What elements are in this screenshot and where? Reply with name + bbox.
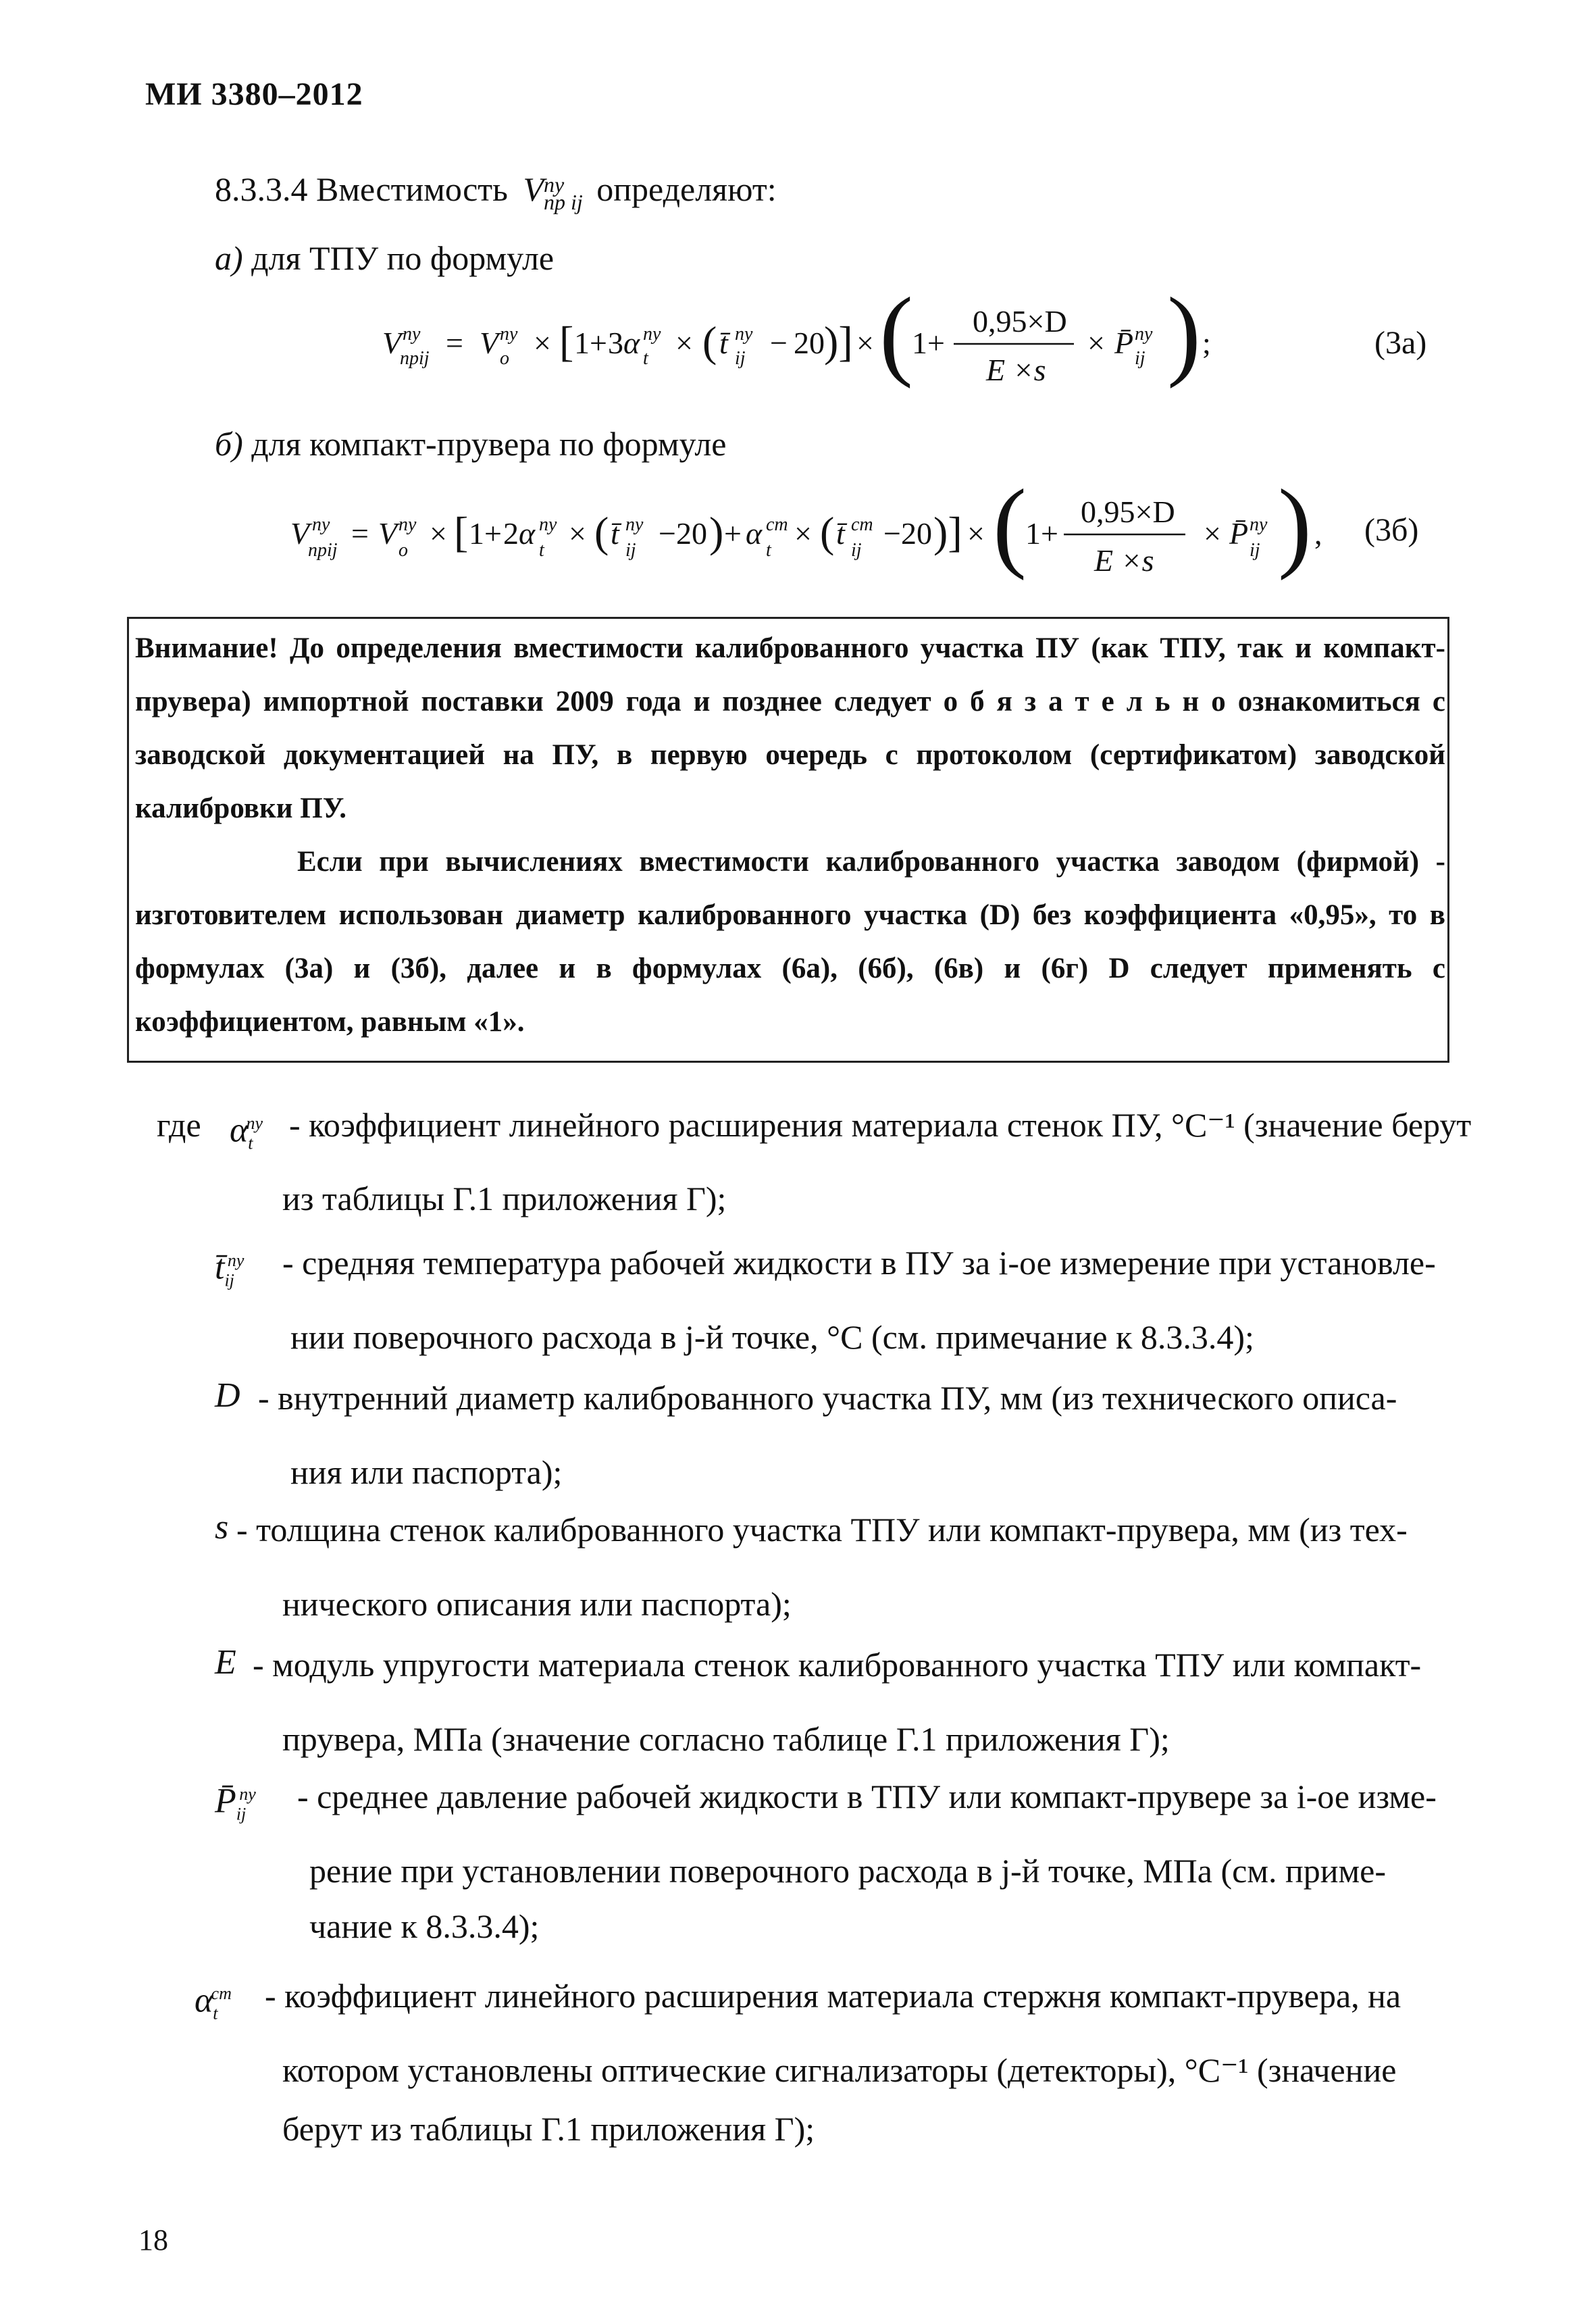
svg-text:×: ×: [967, 516, 985, 551]
s-line-2: нического описания или паспорта);: [282, 1585, 792, 1623]
section-heading-symbol: V: [523, 170, 544, 208]
section-heading-sup: пу: [544, 172, 565, 197]
svg-text:α: α: [746, 516, 763, 551]
svg-text:V: V: [290, 516, 310, 551]
svg-text:;: ;: [1202, 326, 1211, 360]
svg-text:−20: −20: [659, 516, 707, 551]
section-heading-sub: пр ij: [544, 189, 583, 214]
f3a-fraction-den: E ×s: [986, 353, 1046, 387]
s-symbol: s: [215, 1508, 229, 1546]
svg-text:V: V: [480, 326, 499, 360]
svg-text:t̄: t̄: [836, 516, 845, 551]
f3a-20: 20: [794, 326, 825, 360]
svg-text:×: ×: [1204, 516, 1221, 551]
svg-text:[: [: [454, 508, 469, 556]
svg-text:t̄: t̄: [719, 326, 728, 360]
svg-text:): ): [1167, 277, 1201, 389]
svg-text:ij: ij: [735, 348, 746, 369]
svg-text:=: =: [446, 326, 463, 360]
svg-text:пу: пу: [735, 324, 753, 345]
alpha-st-symbol: $\alpha_t^{ст}$: [195, 1981, 232, 2023]
section-heading: [215, 169, 777, 214]
t-ij-symbol: $t̄_{ij}^{пу}$: [215, 1248, 244, 1290]
svg-text:1+: 1+: [574, 326, 607, 360]
svg-text:1+: 1+: [469, 516, 502, 551]
svg-text:×: ×: [534, 326, 551, 360]
svg-text:(: (: [879, 277, 913, 389]
svg-text:t: t: [539, 540, 544, 561]
svg-text:прij: прij: [400, 348, 430, 369]
e-line-2: прувера, МПа (значение согласно таблице Г.1 приложения Г);: [282, 1720, 1170, 1758]
svg-text:×: ×: [1087, 326, 1105, 360]
svg-text:прij: прij: [308, 540, 338, 561]
p-ij-line-2: рение при установлении поверочного расхода в j-й точке, МПа (см. приме-: [309, 1852, 1386, 1890]
d-symbol: D: [215, 1376, 240, 1415]
d-line-1: - внутренний диаметр калиброванного участка ПУ, мм (из технического описа-: [258, 1379, 1397, 1417]
svg-text:[: [: [559, 318, 574, 366]
item-a-label: а): [215, 239, 243, 277]
svg-text:ij: ij: [1250, 540, 1260, 561]
p-ij-line-3: чание к 8.3.3.4);: [309, 1907, 540, 1945]
svg-text:пу: пу: [539, 514, 557, 535]
svg-text:o: o: [500, 348, 509, 369]
svg-text:1+: 1+: [1025, 516, 1058, 551]
section-heading-suffix: определяют:: [596, 170, 777, 208]
svg-text:пу: пу: [398, 514, 417, 535]
alpha-st-line-2: котором установлены оптические сигнализаторы (детекторы), °С⁻¹ (значение: [282, 2051, 1397, 2089]
where-label: где: [157, 1106, 201, 1144]
item-a-text: для ТПУ по формуле: [251, 239, 555, 277]
svg-text:α: α: [623, 326, 640, 360]
item-a: [215, 238, 554, 278]
svg-text:)]: )]: [933, 508, 962, 556]
e-symbol: E: [215, 1643, 236, 1682]
svg-text:t̄: t̄: [611, 516, 619, 551]
svg-text:V: V: [378, 516, 398, 551]
svg-text:): ): [1278, 470, 1312, 581]
f3a-fraction-num: 0,95×D: [973, 304, 1067, 338]
svg-text:)]: )]: [824, 318, 853, 366]
svg-text:пу: пу: [1250, 514, 1268, 535]
svg-text:,: ,: [1314, 516, 1322, 551]
document-code: МИ 3380–2012: [145, 76, 363, 112]
svg-text:×: ×: [794, 516, 812, 551]
alpha-t-symbol: $\alpha_t^{пу}$: [230, 1111, 263, 1153]
svg-text:P̄: P̄: [1229, 516, 1249, 551]
svg-text:+: +: [724, 516, 742, 551]
t-ij-line-1: - средняя температура рабочей жидкости в ПУ за i-ое измерение при установле-: [282, 1244, 1436, 1282]
svg-text:×: ×: [430, 516, 447, 551]
svg-text:пу: пу: [625, 514, 644, 535]
warning-title: Внимание!: [135, 632, 278, 664]
svg-text:ij: ij: [851, 540, 862, 561]
warning-paragraph-2: Если при вычислениях вместимости калиброванного участка заводом (фирмой) - изготовителем использован диаметр калиброванного участка (D) без коэффициента «0,95», то в формулах (3а) и (3б), далее и в формулах (6а), (6б), (6в) и (6г) D следует применять с коэффициентом, равным «1».: [135, 846, 1445, 1038]
svg-text:ij: ij: [625, 540, 636, 561]
svg-text:−20: −20: [883, 516, 932, 551]
warning-box: [135, 622, 1445, 1049]
svg-text:пу: пу: [1135, 324, 1153, 345]
t-ij-line-2: нии поверочного расхода в j-й точке, °С (см. примечание к 8.3.3.4);: [290, 1318, 1254, 1356]
f3b-fraction-num: 0,95×D: [1081, 495, 1175, 529]
s-line-1: - толщина стенок калиброванного участка ТПУ или компакт-прувера, мм (из тех-: [236, 1511, 1408, 1549]
formula-3a-number: (3а): [1374, 325, 1427, 361]
p-ij-line-1: - среднее давление рабочей жидкости в ТПУ или компакт-прувере за i-ое изме-: [297, 1778, 1437, 1815]
page-number: 18: [138, 2223, 168, 2257]
e-line-1: - модуль упругости материала стенок калиброванного участка ТПУ или компакт-: [253, 1646, 1422, 1684]
svg-text:(: (: [702, 318, 717, 366]
svg-text:пу: пу: [643, 324, 661, 345]
svg-text:V: V: [382, 326, 402, 360]
svg-text:пу: пу: [500, 324, 518, 345]
item-b: [215, 424, 727, 464]
item-b-text: для компакт-прувера по формуле: [251, 425, 727, 463]
svg-text:=: =: [351, 516, 369, 551]
f3a-three: 3: [608, 326, 623, 360]
p-ij-symbol: $P̄_{ij}^{пу}$: [215, 1782, 256, 1824]
f3b-two: 2: [503, 516, 519, 551]
svg-text:(: (: [993, 470, 1027, 581]
formula-3b: [277, 470, 1452, 598]
svg-text:×: ×: [569, 516, 586, 551]
alpha-t-line-1: - коэффициент линейного расширения материала стенок ПУ, °С⁻¹ (значение берут: [289, 1106, 1472, 1144]
svg-text:1+: 1+: [912, 326, 945, 360]
alpha-st-line-1: - коэффициент линейного расширения материала стержня компакт-прувера, на: [265, 1977, 1401, 2015]
svg-text:ij: ij: [1135, 348, 1145, 369]
warning-text-1: До определения вместимости калиброванного участка ПУ (как ТПУ, так и компакт-прувера) импортной поставки 2009 года и позднее следует о б я з а т е л ь н о ознакомиться с заводской документацией на ПУ, в первую очередь с протоколом (сертификатом) заводской калибровки ПУ.: [135, 632, 1445, 824]
svg-text:×: ×: [675, 326, 693, 360]
svg-text:α: α: [519, 516, 536, 551]
svg-text:пу: пу: [312, 514, 330, 535]
svg-text:ст: ст: [766, 514, 788, 535]
d-line-2: ния или паспорта);: [290, 1453, 563, 1491]
f3b-fraction-den: E ×s: [1094, 543, 1154, 578]
svg-text:пу: пу: [403, 324, 421, 345]
item-b-label: б): [215, 425, 243, 463]
formula-3a: [365, 274, 1459, 402]
svg-text:o: o: [398, 540, 408, 561]
warning-paragraph-1: [135, 622, 1445, 835]
svg-text:P̄: P̄: [1114, 326, 1134, 360]
section-heading-prefix: 8.3.3.4 Вместимость: [215, 170, 508, 208]
svg-text:): ): [709, 508, 724, 556]
svg-text:(: (: [594, 508, 609, 556]
svg-text:t: t: [643, 348, 648, 369]
formula-3b-number: (3б): [1364, 512, 1419, 548]
svg-text:−: −: [770, 326, 788, 360]
alpha-t-line-2: из таблицы Г.1 приложения Г);: [282, 1180, 727, 1217]
svg-text:ст: ст: [851, 514, 873, 535]
svg-text:t: t: [766, 540, 771, 561]
svg-text:(: (: [820, 508, 835, 556]
svg-text:×: ×: [856, 326, 874, 360]
alpha-st-line-3: берут из таблицы Г.1 приложения Г);: [282, 2110, 815, 2148]
